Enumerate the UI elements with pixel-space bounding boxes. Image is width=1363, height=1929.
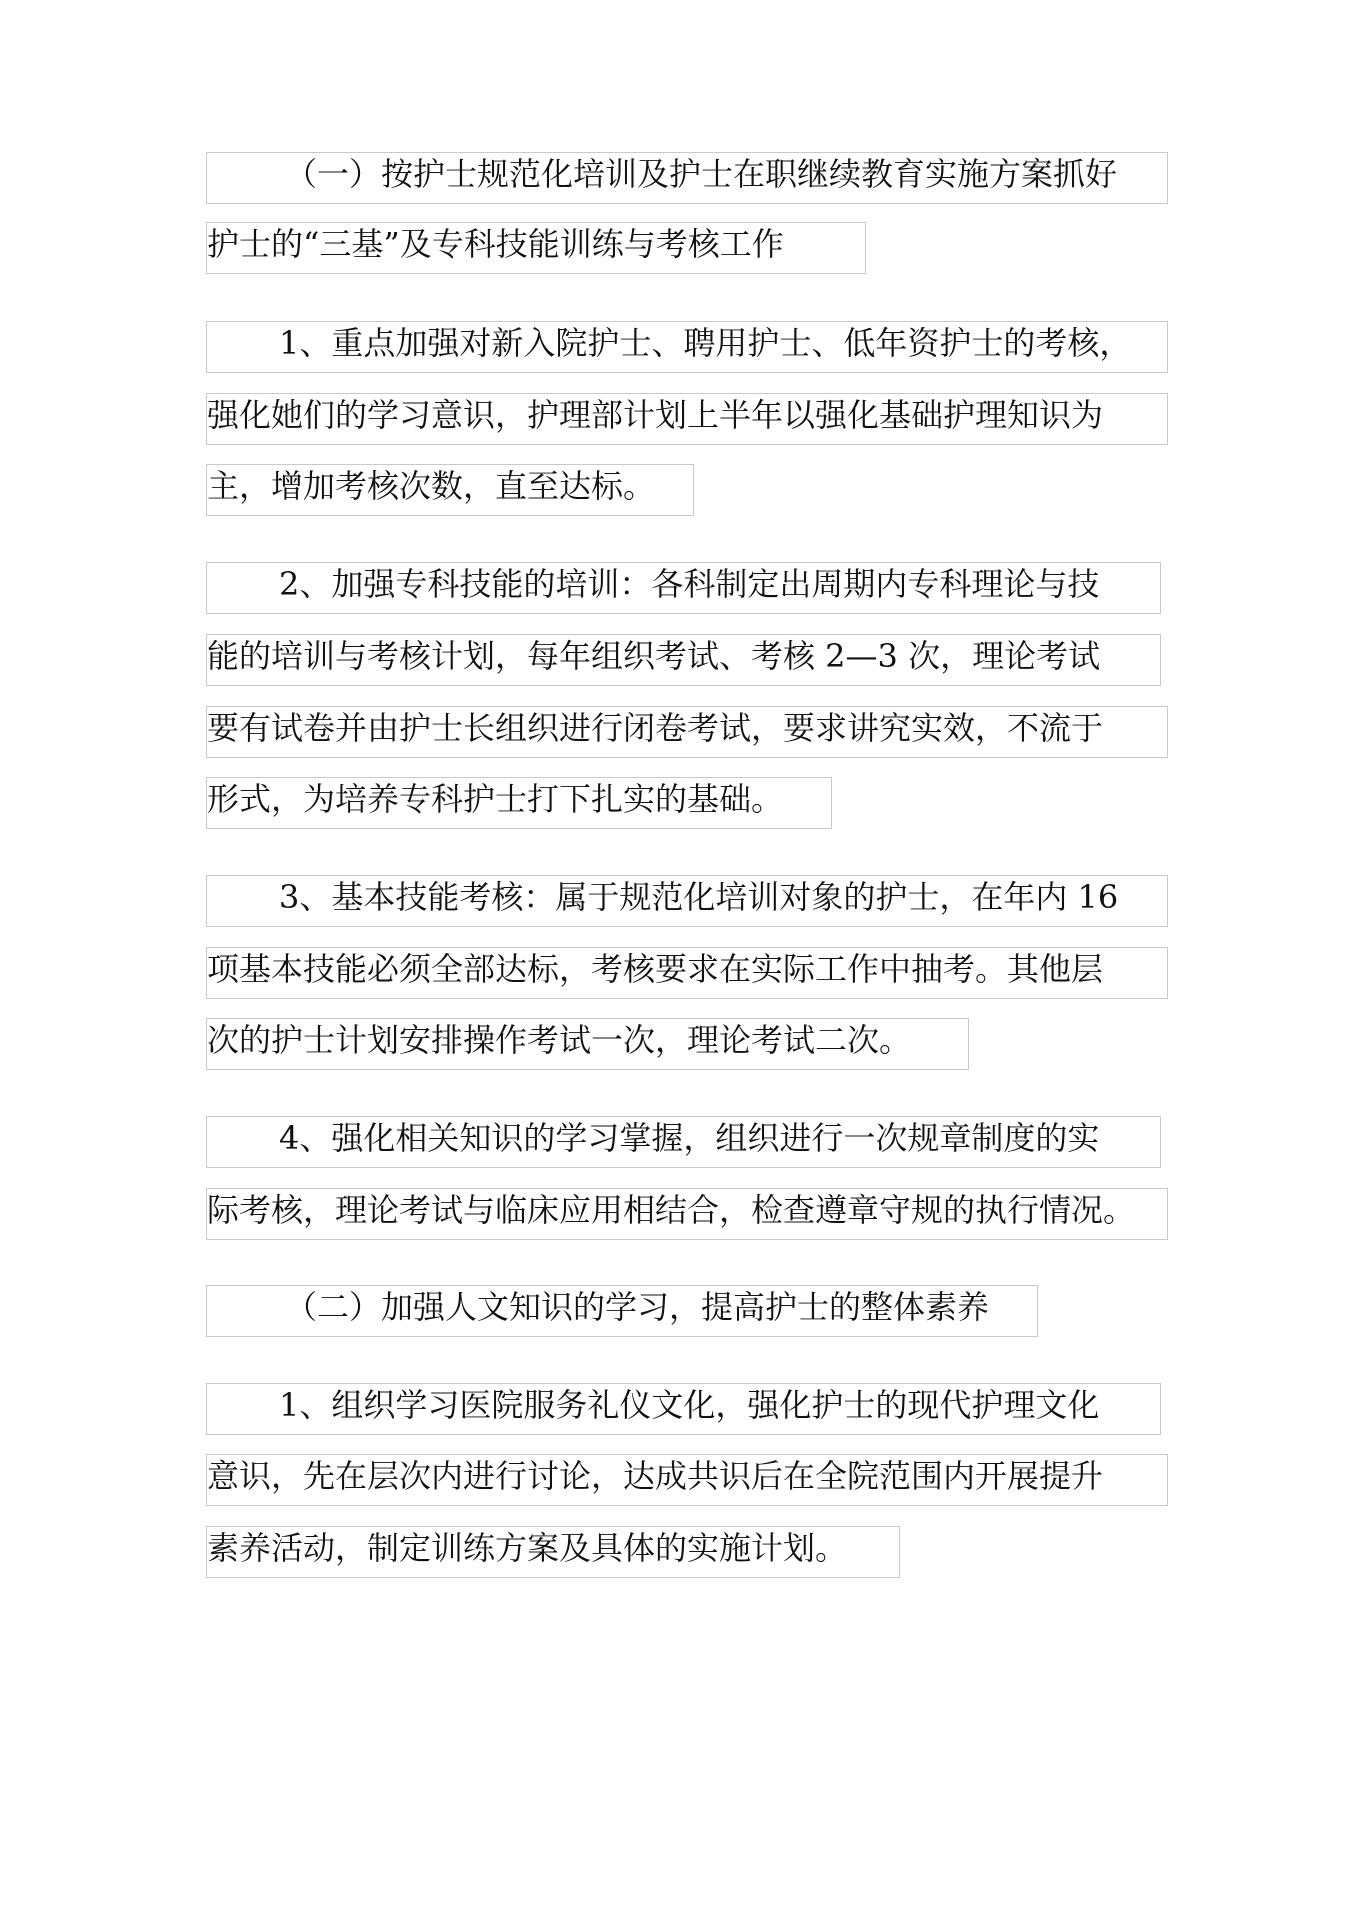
heading-section-1-cont: 护士的“三基”及专科技能训练与考核工作 <box>207 225 784 263</box>
text-line <box>206 321 1168 373</box>
item-2-line-3: 要有试卷并由护士长组织进行闭卷考试，要求讲究实效，不流于 <box>207 709 1104 747</box>
item-1-line-2: 强化她们的学习意识，护理部计划上半年以强化基础护理知识为 <box>207 396 1104 434</box>
item-2-line-1: 2、加强专科技能的培训：各科制定出周期内专科理论与技 <box>279 565 1100 603</box>
text-line <box>206 1116 1161 1168</box>
text-line <box>206 464 694 516</box>
text-line <box>206 1285 1038 1337</box>
item-1-line-1: 1、重点加强对新入院护士、聘用护士、低年资护士的考核， <box>279 324 1132 362</box>
item-5-line-3: 素养活动，制定训练方案及具体的实施计划。 <box>207 1529 848 1567</box>
text-line <box>206 222 866 274</box>
text-line <box>206 706 1168 758</box>
item-4-line-1: 4、强化相关知识的学习掌握，组织进行一次规章制度的实 <box>279 1119 1100 1157</box>
text-line <box>206 1188 1168 1240</box>
text-line <box>206 1018 969 1070</box>
text-line <box>206 1526 900 1578</box>
item-3-line-2: 项基本技能必须全部达标，考核要求在实际工作中抽考。其他层 <box>207 950 1104 988</box>
item-5-line-1: 1、组织学习医院服务礼仪文化，强化护士的现代护理文化 <box>279 1386 1100 1424</box>
text-line <box>206 152 1168 204</box>
item-2-line-2: 能的培训与考核计划，每年组织考试、考核 2—3 次，理论考试 <box>207 637 1101 675</box>
text-line <box>206 634 1161 686</box>
heading-section-2: （二）加强人文知识的学习，提高护士的整体素养 <box>285 1288 990 1326</box>
text-line <box>206 1454 1168 1506</box>
text-line <box>206 777 832 829</box>
item-1-line-3: 主，增加考核次数，直至达标。 <box>207 467 656 505</box>
text-line <box>206 1383 1161 1435</box>
item-5-line-2: 意识，先在层次内进行讨论，达成共识后在全院范围内开展提升 <box>207 1457 1104 1495</box>
text-line <box>206 947 1168 999</box>
text-line <box>206 562 1161 614</box>
text-line <box>206 393 1168 445</box>
item-3-line-3: 次的护士计划安排操作考试一次，理论考试二次。 <box>207 1021 912 1059</box>
heading-section-1: （一）按护士规范化培训及护士在职继续教育实施方案抓好 <box>285 155 1118 193</box>
item-2-line-4: 形式，为培养专科护士打下扎实的基础。 <box>207 780 784 818</box>
text-line <box>206 875 1168 927</box>
item-3-line-1: 3、基本技能考核：属于规范化培训对象的护士，在年内 16 <box>279 878 1119 916</box>
item-4-line-2: 际考核，理论考试与临床应用相结合，检查遵章守规的执行情况。 <box>207 1191 1136 1229</box>
